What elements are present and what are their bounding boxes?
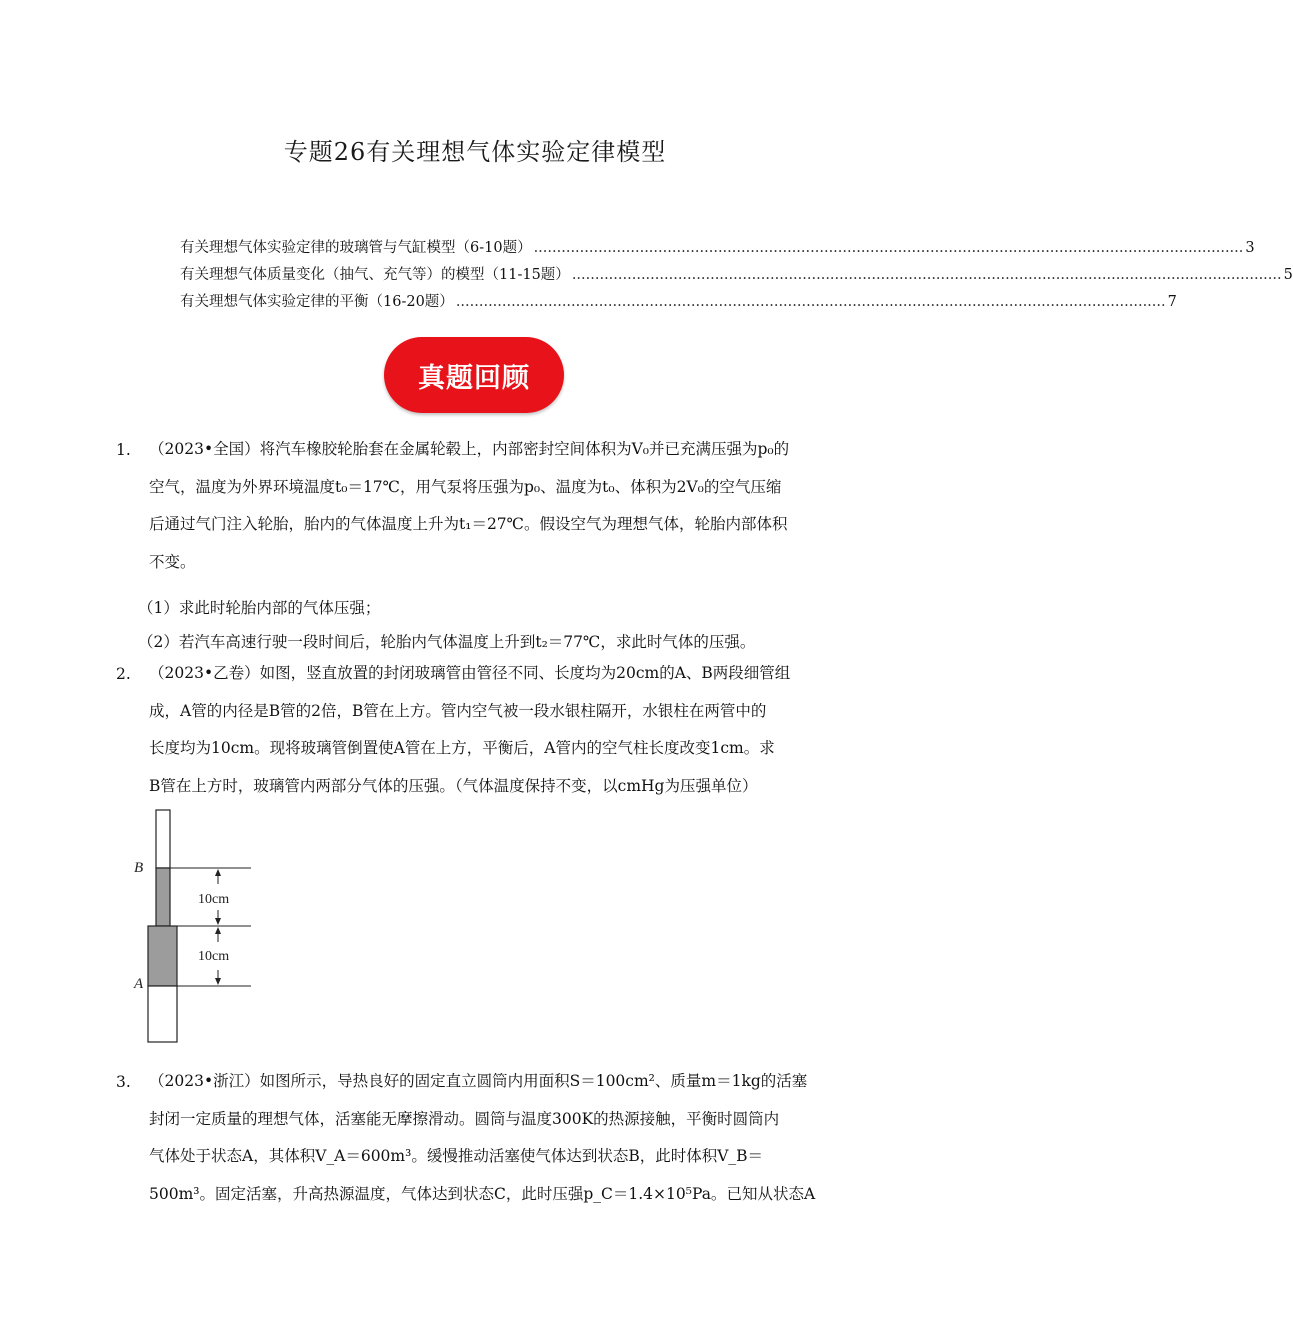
toc-entry-page: 3 xyxy=(1245,240,1255,256)
toc-entry[interactable] xyxy=(180,263,1293,290)
tube-a-air xyxy=(148,986,177,1042)
dimension-label-bottom: 10cm xyxy=(198,949,230,964)
question-line: 500m³。固定活塞，升高热源温度，气体达到状态C，此时压强p_C＝1.4×10⁵Pa。已知从状态A xyxy=(149,1184,816,1203)
table-of-contents xyxy=(180,236,1293,317)
question-text xyxy=(149,1063,839,1213)
question-line: 后通过气门注入轮胎，胎内的气体温度上升为t₁＝27℃。假设空气为理想气体，轮胎内部体积 xyxy=(149,515,788,533)
tube-b-air xyxy=(156,810,170,868)
glass-tube-figure xyxy=(128,808,258,1044)
question-line: （2023•浙江）如图所示，导热良好的固定直立圆筒内用面积S＝100cm²、质量m＝1kg的活塞 xyxy=(149,1072,808,1090)
section-badge: 真题回顾 xyxy=(384,337,564,413)
tube-a-mercury xyxy=(148,926,177,986)
question-number: 3. xyxy=(116,1073,131,1091)
label-b: B xyxy=(134,860,144,876)
toc-leader-dots: .......................................................................................................................................................... xyxy=(533,240,1244,256)
question-line: 气体处于状态A，其体积V_A＝600m³。缓慢推动活塞使气体达到状态B，此时体积V_B＝ xyxy=(149,1147,764,1165)
toc-entry[interactable] xyxy=(180,290,1177,317)
question-line: （2023•全国）将汽车橡胶轮胎套在金属轮毂上，内部密封空间体积为V₀并已充满压强为p₀的 xyxy=(149,440,790,458)
arrow-head xyxy=(215,918,221,925)
arrow-head xyxy=(215,978,221,985)
arrow-head xyxy=(215,869,221,876)
toc-leader-dots: .......................................................................................................................................................... xyxy=(571,267,1282,283)
question-number: 2. xyxy=(116,665,131,683)
toc-entry-text: 有关理想气体实验定律的玻璃管与气缸模型（6-10题） xyxy=(180,240,532,256)
dimension-label-top: 10cm xyxy=(198,892,230,907)
toc-entry-page: 5 xyxy=(1283,267,1293,283)
toc-entry-text: 有关理想气体实验定律的平衡（16-20题） xyxy=(180,294,454,310)
tube-b-mercury xyxy=(156,868,170,926)
document-title: 专题26有关理想气体实验定律模型 xyxy=(283,138,667,166)
sub-question-1: （1）求此时轮胎内部的气体压强； xyxy=(138,599,381,617)
toc-entry-text: 有关理想气体质量变化（抽气、充气等）的模型（11-15题） xyxy=(180,267,570,283)
arrow-head xyxy=(215,927,221,934)
sub-question-2: （2）若汽车高速行驶一段时间后，轮胎内气体温度上升到t₂＝77℃，求此时气体的压强。 xyxy=(138,633,756,651)
question-line: B管在上方时，玻璃管内两部分气体的压强。（气体温度保持不变，以cmHg为压强单位） xyxy=(149,776,758,795)
question-line: 封闭一定质量的理想气体，活塞能无摩擦滑动。圆筒与温度300K的热源接触，平衡时圆筒内 xyxy=(149,1109,780,1128)
toc-entry[interactable] xyxy=(180,236,1255,263)
question-line: 长度均为10cm。现将玻璃管倒置使A管在上方，平衡后，A管内的空气柱长度改变1cm。求 xyxy=(149,739,775,757)
question-line: 不变。 xyxy=(149,552,196,571)
question-text xyxy=(149,431,839,581)
question-line: 成，A管的内径是B管的2倍，B管在上方。管内空气被一段水银柱隔开，水银柱在两管中的 xyxy=(149,701,767,720)
question-number: 1. xyxy=(116,441,131,459)
question-text xyxy=(149,655,839,805)
question-line: （2023•乙卷）如图，竖直放置的封闭玻璃管由管径不同、长度均为20cm的A、B两段细管组 xyxy=(149,664,791,682)
toc-leader-dots: .......................................................................................................................................................... xyxy=(455,294,1166,310)
toc-entry-page: 7 xyxy=(1167,294,1177,310)
label-a: A xyxy=(134,976,144,992)
question-line: 空气，温度为外界环境温度t₀＝17℃，用气泵将压强为p₀、温度为t₀、体积为2V₀的空气压缩 xyxy=(149,477,782,496)
